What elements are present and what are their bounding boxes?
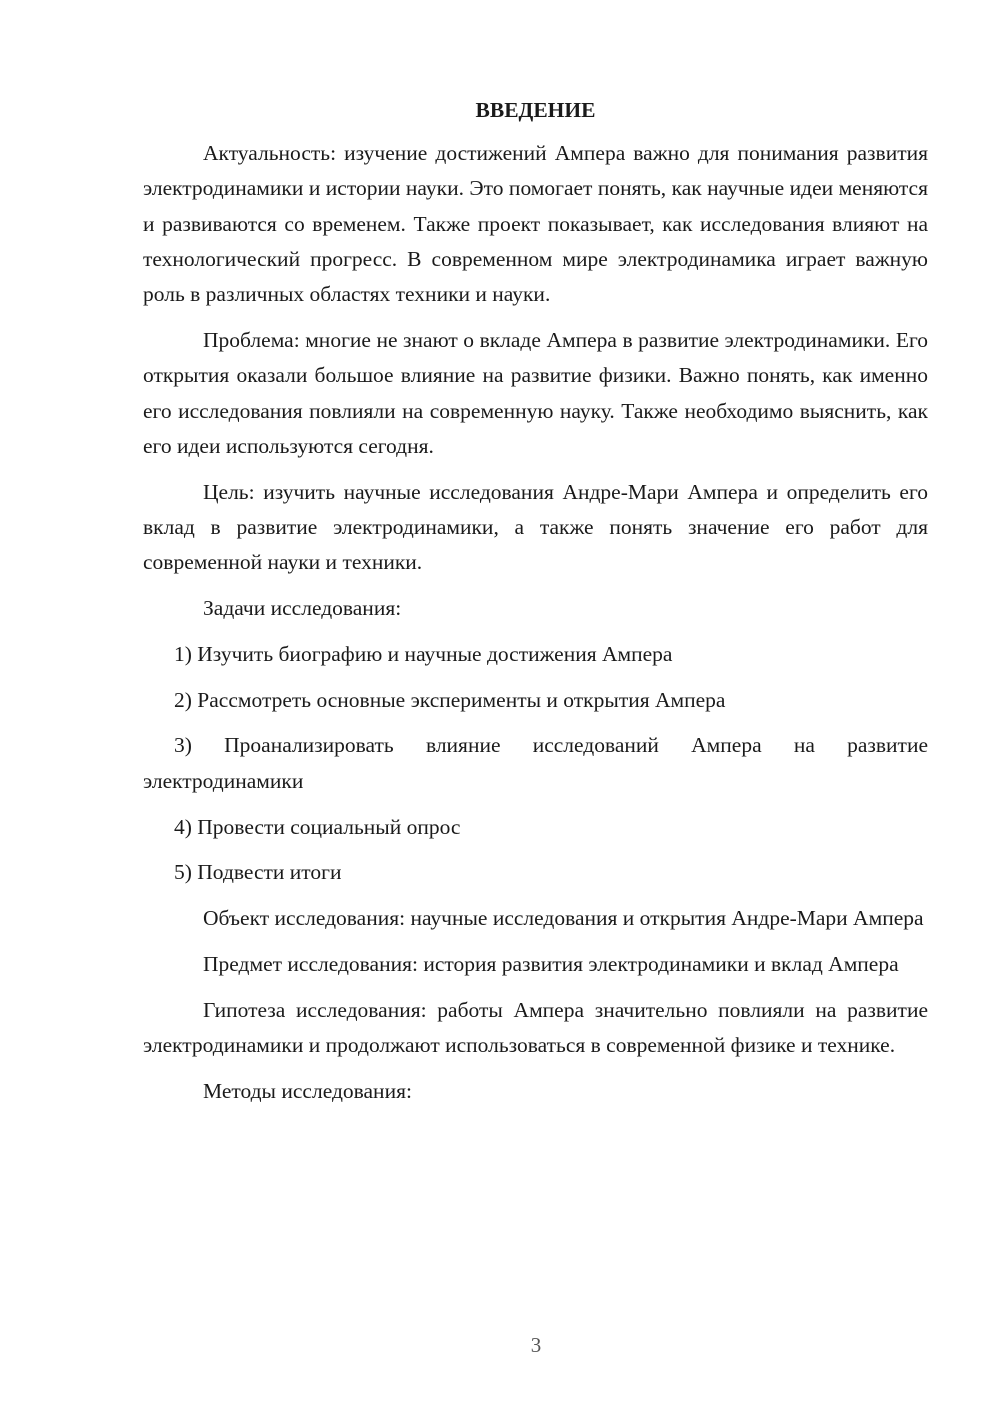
task-item-3: 3) Проанализировать влияние исследований Ампера на развитие электродинамики: [143, 733, 928, 793]
task-item-4: 4) Провести социальный опрос: [174, 814, 461, 839]
task-item-5: 5) Подвести итоги: [174, 860, 342, 885]
tasks-heading: Задачи исследования:: [203, 596, 402, 621]
problem-paragraph: Проблема: многие не знают о вкладе Ампера в развитие электродинамики. Его открытия оказали большое влияние на развитие физики. Важно понять, как именно его исследования повлияли на современную науку. Также необходимо выяснить, как его идеи используются сегодня.: [143, 327, 928, 458]
subject-paragraph: Предмет исследования: история развития электродинамики и вклад Ампера: [203, 951, 899, 976]
page-number: 3: [530, 1333, 542, 1357]
document-body: [143, 94, 928, 1120]
section-title: ВВЕДЕНИЕ: [475, 98, 596, 122]
object-paragraph: Объект исследования: научные исследования и открытия Андре-Мари Ампера: [203, 906, 924, 931]
task-item-2: 2) Рассмотреть основные эксперименты и открытия Ампера: [174, 687, 726, 712]
task-item-1: 1) Изучить биографию и научные достижения Ампера: [174, 641, 673, 666]
methods-heading: Методы исследования:: [203, 1078, 412, 1103]
hypothesis-paragraph: Гипотеза исследования: работы Ампера значительно повлияли на развитие электродинамики и продолжают использоваться в современной физике и технике.: [143, 997, 928, 1058]
goal-paragraph: Цель: изучить научные исследования Андре-Мари Ампера и определить его вклад в развитие электродинамики, а также понять значение его работ для современной науки и техники.: [143, 479, 928, 575]
relevance-paragraph: Актуальность: изучение достижений Ампера важно для понимания развития электродинамики и истории науки. Это помогает понять, как научные идеи меняются и развиваются со временем. Также проект показывает, как исследования влияют на технологический прогресс. В современном мире электродинамика играет важную роль в различных областях техники и науки.: [143, 141, 928, 307]
